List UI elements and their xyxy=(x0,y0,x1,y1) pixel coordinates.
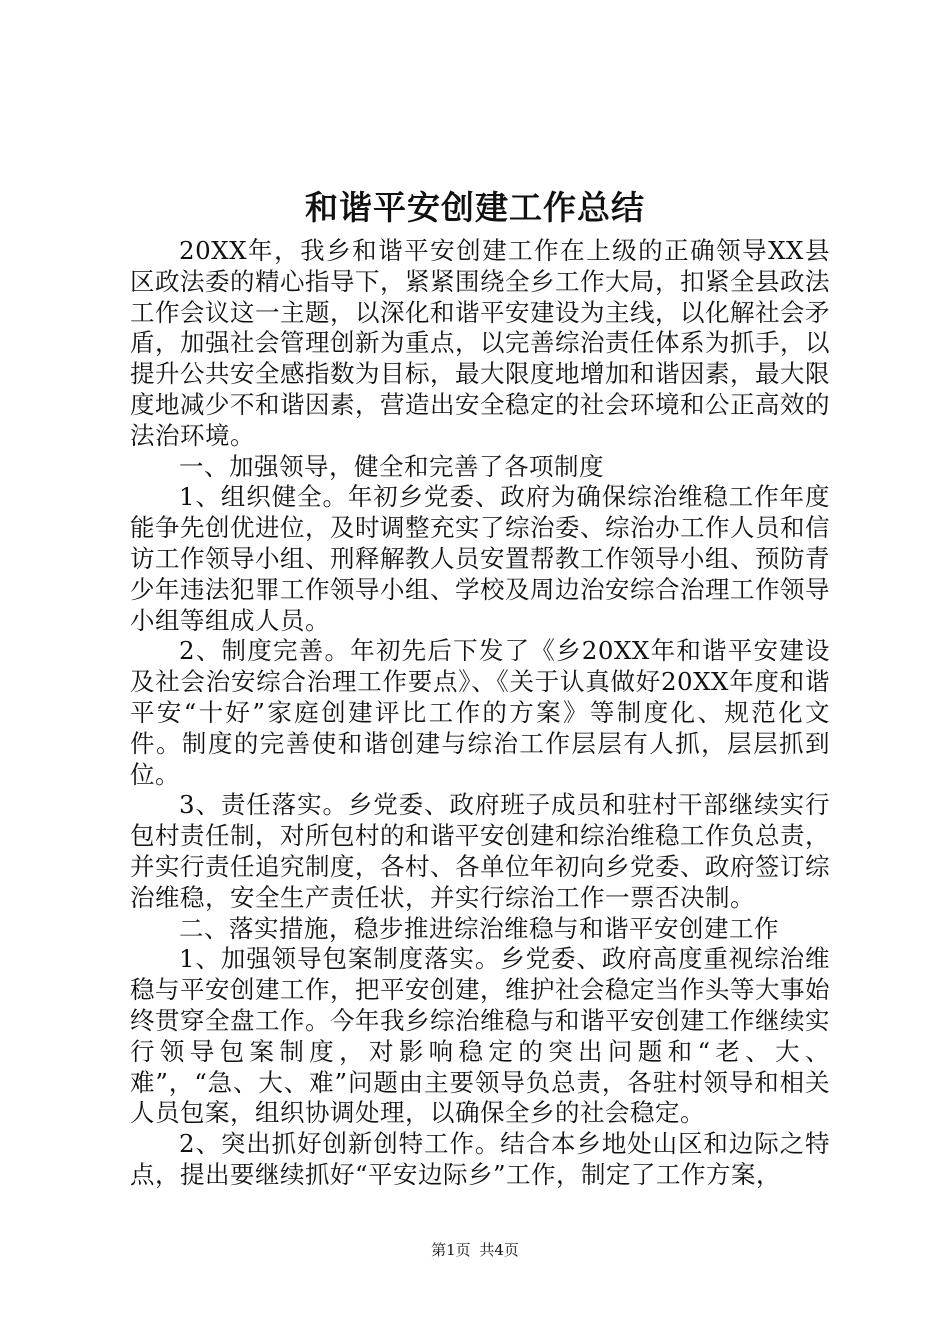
page-total: 共4页 xyxy=(479,1241,519,1259)
page-number: 第1页 xyxy=(431,1241,471,1259)
paragraph-leadership-cases: 1、加强领导包案制度落实。乡党委、政府高度重视综治维稳与平安创建工作，把平安创建，维护社会稳定当作头等大事始终贯穿全盘工作。今年我乡综治维稳与和谐平安创建工作继续实行领导包案制度，对影响稳定的突出问题和“老、大、难”，“急、大、难”问题由主要领导负总责，各驻村领导和相关人员包案，组织协调处理，以确保全乡的社会稳定。 xyxy=(130,944,830,1128)
document-title: 和谐平安创建工作总结 xyxy=(305,188,645,227)
section-heading-1: 一、加强领导，健全和完善了各项制度 xyxy=(179,451,604,481)
document-body xyxy=(130,236,830,1191)
section-heading-2: 二、落实措施，稳步推进综治维稳与和谐平安创建工作 xyxy=(179,913,779,943)
page-footer xyxy=(0,1240,950,1260)
paragraph-innovation: 2、突出抓好创新创特工作。结合本乡地处山区和边际之特点，提出要继续抓好“平安边际乡”工作，制定了工作方案， xyxy=(130,1129,830,1189)
intro-paragraph: 20XX年，我乡和谐平安创建工作在上级的正确领导XX县区政法委的精心指导下，紧紧围绕全乡工作大局，扣紧全县政法工作会议这一主题，以深化和谐平安建设为主线，以化解社会矛盾，加强社会管理创新为重点，以完善综治责任体系为抓手，以提升公共安全感指数为目标，最大限度地增加和谐因素，最大限度地减少不和谐因素，营造出安全稳定的社会环境和公正高效的法治环境。 xyxy=(130,236,830,450)
paragraph-organization: 1、组织健全。年初乡党委、政府为确保综治维稳工作年度能争先创优进位，及时调整充实了综治委、综治办工作人员和信访工作领导小组、刑释解教人员安置帮教工作领导小组、预防青少年违法犯罪工作领导小组、学校及周边治安综合治理工作领导小组等组成人员。 xyxy=(130,482,830,635)
paragraph-system: 2、制度完善。年初先后下发了《乡20XX年和谐平安建设及社会治安综合治理工作要点》、《关于认真做好20XX年度和谐平安“十好”家庭创建评比工作的方案》等制度化、规范化文件。制度的完善使和谐创建与综治工作层层有人抓，层层抓到位。 xyxy=(130,636,830,789)
paragraph-responsibility: 3、责任落实。乡党委、政府班子成员和驻村干部继续实行包村责任制，对所包村的和谐平安创建和综治维稳工作负总责，并实行责任追究制度，各村、各单位年初向乡党委、政府签订综治维稳，安全生产责任状，并实行综治工作一票否决制。 xyxy=(130,790,830,912)
